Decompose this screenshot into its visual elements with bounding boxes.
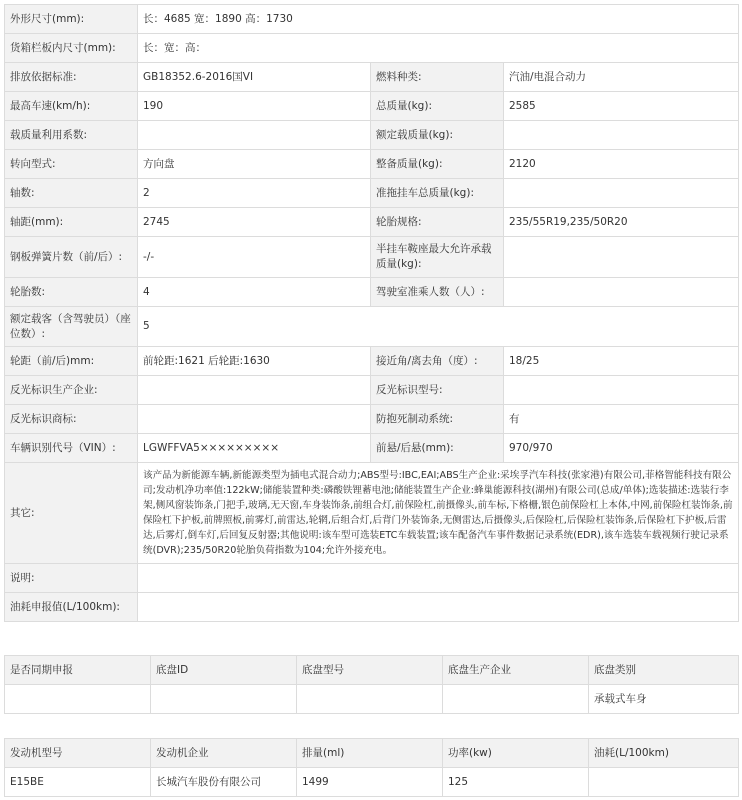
spec-table — [4, 4, 739, 622]
label-tire-count: 轮胎数: — [5, 278, 138, 307]
chassis-header-row — [5, 656, 739, 685]
engine-header-row — [5, 739, 739, 768]
chassis-table — [4, 655, 739, 714]
chassis-value-sync — [5, 685, 151, 714]
spec-row-load — [5, 121, 739, 150]
engine-value-model: E15BE — [5, 768, 151, 797]
label-overhang: 前悬/后悬(mm): — [371, 434, 504, 463]
value-rated-passengers: 5 — [138, 307, 739, 347]
value-wheelbase: 2745 — [138, 208, 371, 237]
spec-row-tires — [5, 278, 739, 307]
label-cargo-box: 货箱栏板内尺寸(mm): — [5, 34, 138, 63]
value-overhang: 970/970 — [504, 434, 739, 463]
label-load-factor: 载质量利用系数: — [5, 121, 138, 150]
chassis-header-maker: 底盘生产企业 — [443, 656, 589, 685]
engine-table — [4, 738, 739, 797]
engine-value-displacement: 1499 — [297, 768, 443, 797]
value-saddle-load — [504, 237, 739, 278]
label-curb-mass: 整备质量(kg): — [371, 150, 504, 179]
label-vin: 车辆识别代号（VIN）: — [5, 434, 138, 463]
chassis-header-id: 底盘ID — [151, 656, 297, 685]
spec-row-notes — [5, 564, 739, 593]
value-other: 该产品为新能源车辆,新能源类型为插电式混合动力;ABS型号:IBC,EAI;ABS生产企业:采埃孚汽车科技(张家港)有限公司,菲格智能科技有限公司;发动机净功率值:122kW;储能装置种类:磷酸铁锂蓄电池;储能装置生产企业:蜂巢能源科技(湖州)有限公司(总成/单体);选装描述:选装行李架,侧风窗装饰条,门把手,玻璃,无天窗,车身装饰条,前组合灯,前保险杠,前摄像头,前车标,下格栅,银色前保险杠上本体,中网,前保险杠装饰条,前保险杠下护板,前牌照板,前雾灯,前雷达,轮辋,后组合灯,后背门外装饰条,无侧雷达,后摄像头,后保险杠,后保险杠装饰条,后保险杠下护板,后雷达,后雾灯,倒车灯,后回复反射器;其他说明:该车型可选装ETC车载装置;该车配备汽车事件数据记录系统(EDR),该车选装车载视频行驶记录系统(DVR);235/50R20轮胎负荷指数为104;允许外接充电。 — [138, 463, 739, 564]
spec-row-other — [5, 463, 739, 564]
label-cab-seats: 驾驶室准乘人数（人）: — [371, 278, 504, 307]
spec-row-cargo-box — [5, 34, 739, 63]
label-rated-passengers: 额定载客（含驾驶员）（座位数）: — [5, 307, 138, 347]
label-approach-angle: 接近角/离去角（度）: — [371, 347, 504, 376]
value-axles: 2 — [138, 179, 371, 208]
value-abs: 有 — [504, 405, 739, 434]
spec-row-speed — [5, 92, 739, 121]
label-fuel-type: 燃料种类: — [371, 63, 504, 92]
label-leaf-springs: 钢板弹簧片数（前/后）: — [5, 237, 138, 278]
label-axles: 轴数: — [5, 179, 138, 208]
spec-row-reflector — [5, 376, 739, 405]
label-emission-standard: 排放依据标准: — [5, 63, 138, 92]
value-fuel-consumption — [138, 593, 739, 622]
value-emission-standard: GB18352.6-2016国VI — [138, 63, 371, 92]
engine-header-displacement: 排量(ml) — [297, 739, 443, 768]
value-tire-count: 4 — [138, 278, 371, 307]
spec-row-wheelbase — [5, 208, 739, 237]
value-cargo-box: 长：宽：高： — [138, 34, 739, 63]
label-fuel-consumption: 油耗申报值(L/100km): — [5, 593, 138, 622]
value-steering: 方向盘 — [138, 150, 371, 179]
spec-row-steering — [5, 150, 739, 179]
value-fuel-type: 汽油/电混合动力 — [504, 63, 739, 92]
label-rated-load: 额定载质量(kg): — [371, 121, 504, 150]
spec-row-emission — [5, 63, 739, 92]
label-reflector-brand: 反光标识商标: — [5, 405, 138, 434]
engine-header-maker: 发动机企业 — [151, 739, 297, 768]
chassis-header-sync: 是否同期申报 — [5, 656, 151, 685]
label-notes: 说明: — [5, 564, 138, 593]
spec-row-vin — [5, 434, 739, 463]
label-steering: 转向型式: — [5, 150, 138, 179]
label-reflector-model: 反光标识型号: — [371, 376, 504, 405]
value-reflector-maker — [138, 376, 371, 405]
engine-header-consumption: 油耗(L/100km) — [589, 739, 739, 768]
chassis-value-category: 承载式车身 — [589, 685, 739, 714]
value-leaf-springs: -/- — [138, 237, 371, 278]
engine-header-power: 功率(kw) — [443, 739, 589, 768]
value-max-speed: 190 — [138, 92, 371, 121]
value-load-factor — [138, 121, 371, 150]
chassis-value-row — [5, 685, 739, 714]
value-curb-mass: 2120 — [504, 150, 739, 179]
value-tire-spec: 235/55R19,235/50R20 — [504, 208, 739, 237]
label-saddle-load: 半挂车鞍座最大允许承载质量(kg): — [371, 237, 504, 278]
engine-header-model: 发动机型号 — [5, 739, 151, 768]
value-trailer-mass — [504, 179, 739, 208]
label-reflector-maker: 反光标识生产企业: — [5, 376, 138, 405]
value-rated-load — [504, 121, 739, 150]
chassis-header-category: 底盘类别 — [589, 656, 739, 685]
spec-row-passengers — [5, 307, 739, 347]
value-cab-seats — [504, 278, 739, 307]
engine-value-maker: 长城汽车股份有限公司 — [151, 768, 297, 797]
chassis-value-maker — [443, 685, 589, 714]
spec-row-dimensions — [5, 5, 739, 34]
value-vin: LGWFFVA5××××××××× — [138, 434, 371, 463]
label-dimensions: 外形尺寸(mm): — [5, 5, 138, 34]
engine-value-row — [5, 768, 739, 797]
value-dimensions: 长：4685 宽：1890 高：1730 — [138, 5, 739, 34]
label-abs: 防抱死制动系统: — [371, 405, 504, 434]
label-max-speed: 最高车速(km/h): — [5, 92, 138, 121]
spec-row-abs — [5, 405, 739, 434]
engine-value-consumption — [589, 768, 739, 797]
value-track-width: 前轮距:1621 后轮距:1630 — [138, 347, 371, 376]
spec-row-springs — [5, 237, 739, 278]
value-approach-angle: 18/25 — [504, 347, 739, 376]
label-gross-mass: 总质量(kg): — [371, 92, 504, 121]
chassis-value-id — [151, 685, 297, 714]
value-reflector-model — [504, 376, 739, 405]
chassis-header-model: 底盘型号 — [297, 656, 443, 685]
spec-row-fuel-consumption — [5, 593, 739, 622]
label-trailer-mass: 准拖挂车总质量(kg): — [371, 179, 504, 208]
value-notes — [138, 564, 739, 593]
chassis-value-model — [297, 685, 443, 714]
label-wheelbase: 轴距(mm): — [5, 208, 138, 237]
value-gross-mass: 2585 — [504, 92, 739, 121]
label-other: 其它: — [5, 463, 138, 564]
engine-value-power: 125 — [443, 768, 589, 797]
spec-row-track — [5, 347, 739, 376]
value-reflector-brand — [138, 405, 371, 434]
spec-row-axles — [5, 179, 739, 208]
label-tire-spec: 轮胎规格: — [371, 208, 504, 237]
label-track-width: 轮距（前/后)mm: — [5, 347, 138, 376]
